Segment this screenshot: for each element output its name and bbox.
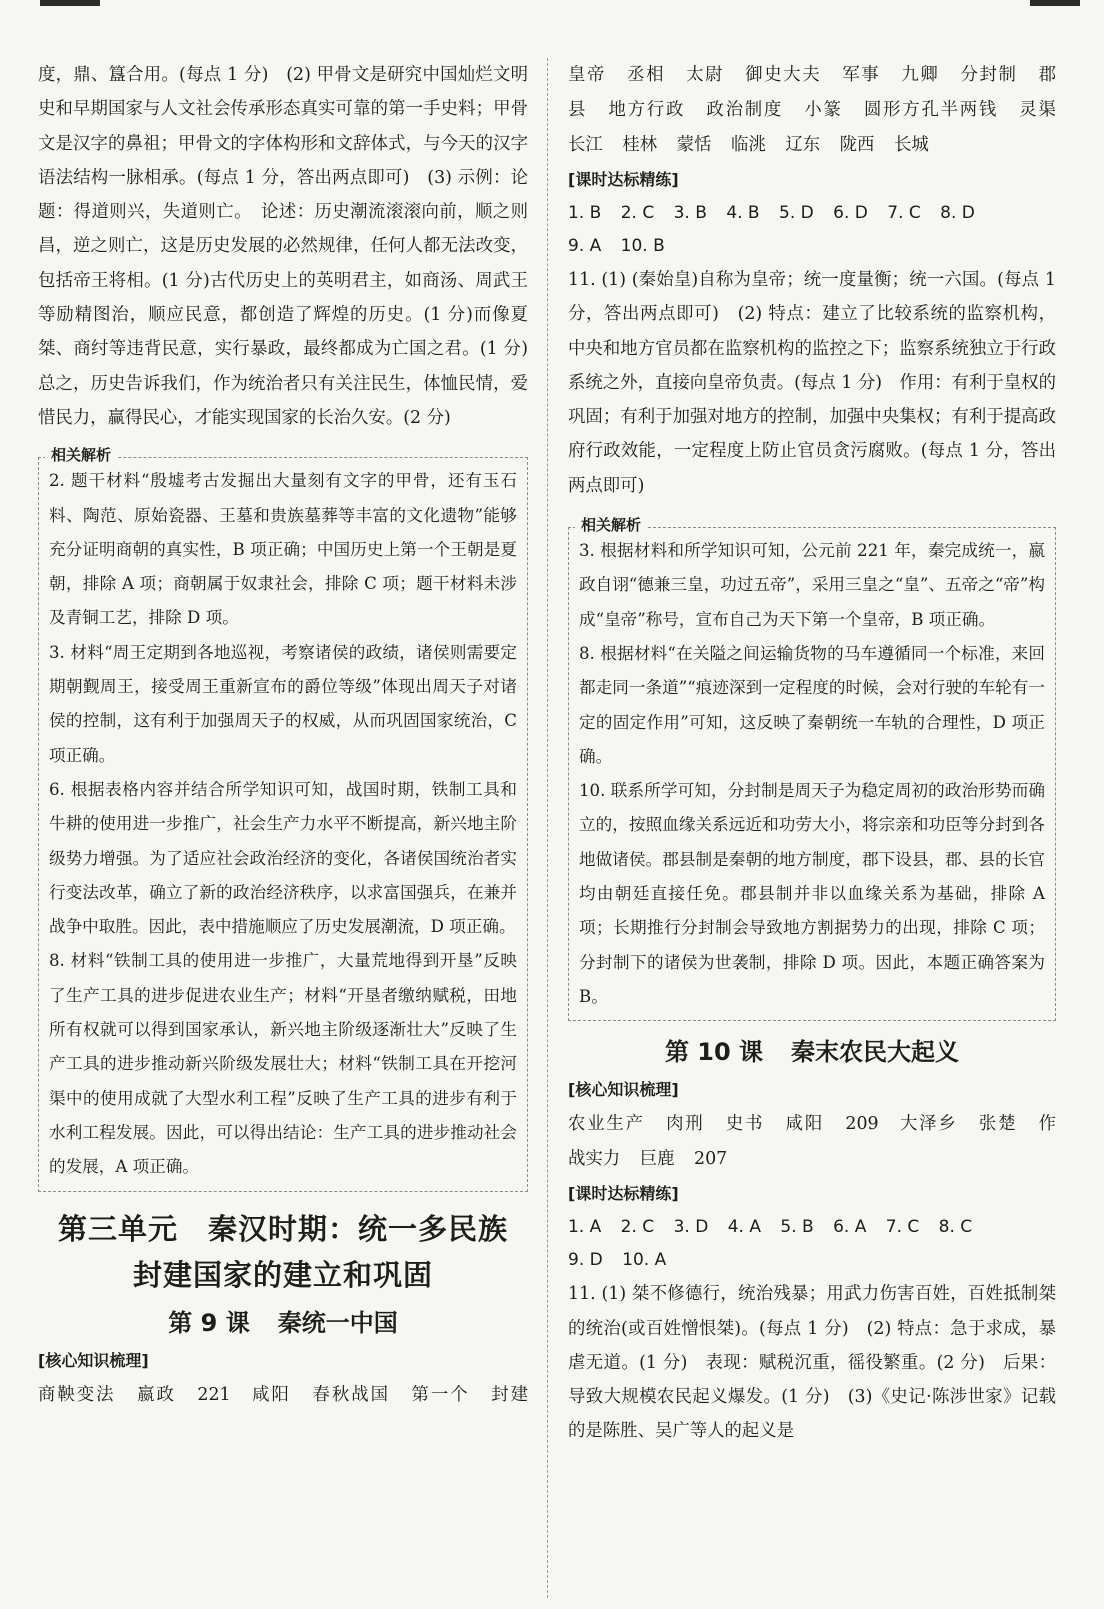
lesson10-name: 秦末农民大起义 xyxy=(791,1038,960,1067)
unit-title xyxy=(38,1206,528,1298)
keyword: 临洮 xyxy=(730,135,766,155)
keyword: 圆形方孔半两钱 xyxy=(863,100,999,120)
keyword: 分封制 xyxy=(960,65,1018,85)
keyword: 第一个 xyxy=(411,1384,470,1405)
answer: 10. B xyxy=(620,236,665,256)
analysis-item: 8. 根据材料“在关隘之间运输货物的马车遵循同一个标准，来回都走同一条道”“痕迹深到一定程度的时候，会对行驶的车轮有一定的固定作用”可知，这反映了秦朝统一车轨的合理性，D 项正确。 xyxy=(579,643,1045,766)
core-knowledge-label: [核心知识梳理] xyxy=(38,1350,149,1370)
answer: 7. C xyxy=(887,203,921,223)
answer: 4. A xyxy=(727,1217,761,1238)
keyword: 丞相 xyxy=(627,65,666,85)
keyword: 咸阳 xyxy=(252,1384,291,1405)
top-edge-bar-right xyxy=(1030,0,1080,6)
keyword: 209 xyxy=(845,1114,879,1135)
keyword: 长江 xyxy=(568,135,603,155)
keyword: 作 xyxy=(1038,1114,1057,1135)
core-keywords-line xyxy=(568,1142,1056,1177)
keyword: 巨鹿 xyxy=(639,1149,675,1170)
keyword: 农业生产 xyxy=(568,1114,645,1135)
keyword: 灵渠 xyxy=(1019,100,1056,120)
core-knowledge-label: [核心知识梳理] xyxy=(568,1080,679,1100)
keyword: 207 xyxy=(694,1149,728,1170)
answer: 5. B xyxy=(780,1217,814,1238)
analysis-item: 2. 题干材料“殷墟考古发掘出大量刻有文字的甲骨，还有玉石料、陶范、原始瓷器、王墓和贵族墓葬等丰富的文化遗物”能够充分证明商朝的真实性，B 项正确；中国历史上第一个王朝是夏朝，排除 A 项；商朝属于奴隶社会，排除 C 项；题干材料未涉及青铜工艺，排除 D 项。 xyxy=(49,471,517,628)
keyword: 太尉 xyxy=(686,65,725,85)
keyword: 张楚 xyxy=(978,1114,1018,1135)
practice-label: [课时达标精练] xyxy=(568,170,679,189)
top-edge-bar-left xyxy=(40,0,100,6)
analysis-item: 3. 根据材料和所学知识可知，公元前 221 年，秦完成统一，嬴政自诩“德兼三皇，功过五帝”，采用三皇之“皇”、五帝之“帝”构成“皇帝”称号，宣布自己为天下第一个皇帝，B 项正确。 xyxy=(579,541,1045,629)
answer: 6. D xyxy=(833,203,868,223)
right-column xyxy=(568,58,1056,1449)
keyword: 春秋战国 xyxy=(312,1384,390,1405)
keyword: 九卿 xyxy=(901,65,940,85)
keyword: 大泽乡 xyxy=(899,1114,958,1135)
keyword: 肉刑 xyxy=(666,1114,705,1135)
analysis-item: 6. 根据表格内容并结合所学知识可知，战国时期，铁制工具和牛耕的使用进一步推广，社会生产力水平不断提高，新兴地主阶级势力增强。为了适应社会政治经济的变化，各诸侯国统治者实行变法改革，确立了新的政治经济秩序，以求富国强兵，在兼并战争中取胜。因此，表中措施顺应了历史发展潮流，D 项正确。 xyxy=(49,779,517,937)
core-keywords-line xyxy=(568,93,1056,128)
left-column xyxy=(38,58,528,1413)
keyword: 小篆 xyxy=(804,100,843,120)
keyword: 地方行政 xyxy=(608,100,686,120)
keyword: 县 xyxy=(568,100,588,120)
answer: 5. D xyxy=(779,203,814,223)
lesson10-title xyxy=(568,1031,1056,1073)
keyword: 陇西 xyxy=(839,135,875,155)
answer: 1. B xyxy=(568,203,602,223)
answer: 4. B xyxy=(726,203,760,223)
keyword: 桂林 xyxy=(622,135,658,155)
unit-title-line2: 封建国家的建立和巩固 xyxy=(132,1257,433,1292)
analysis-box-right xyxy=(568,516,1056,1021)
analysis-item: 3. 材料“周王定期到各地巡视，考察诸侯的政绩，诸侯则需要定期朝觐周王，接受周王重新宣布的爵位等级”体现出周天子对诸侯的控制，这有利于加强周天子的权威，从而巩固国家统治，C 项正确。 xyxy=(49,642,517,765)
answer-key-line xyxy=(568,1244,1056,1277)
analysis-label: 相关解析 xyxy=(575,514,647,535)
keyword: 221 xyxy=(197,1384,231,1405)
question-11-answer: 11. (1) (秦始皇)自称为皇帝；统一度量衡；统一六国。(每点 1 分，答出两点即可) (2) 特点：建立了比较系统的监察机构，中央和地方官员都在监察机构的监控之下；监察系统独立于行政系统之外，直接向皇帝负责。(每点 1 分) 作用：有利于皇权的巩固；有利于加强对地方的控制，加强中央集权；有利于提高政府行政效能，一定程度上防止官员贪污腐败。(每点 1 分，答出两点即可) xyxy=(568,270,1056,496)
answer-key-line xyxy=(568,230,1056,263)
analysis-label: 相关解析 xyxy=(45,444,117,465)
core-keywords-line xyxy=(568,1107,1056,1142)
lesson9-name: 秦统一中国 xyxy=(277,1308,398,1337)
keyword: 商鞅变法 xyxy=(38,1384,116,1405)
answer-key-line xyxy=(568,1211,1056,1244)
keyword: 嬴政 xyxy=(137,1384,176,1405)
question-11-answer-lesson10: 11. (1) 桀不修德行，统治残暴；用武力伤害百姓，百姓抵制桀的统治(或百姓憎恨桀)。(每点 1 分) (2) 特点：急于求成，暴虐无道。(1 分) 表现：赋税沉重，徭役繁重。(2 分) 后果：导致大规模农民起义爆发。(1 分) (3)《史记·陈涉世家》记载的是陈胜、吴广等人的起义是 xyxy=(568,1284,1056,1442)
core-keywords-line xyxy=(38,1378,528,1413)
keyword: 封建 xyxy=(491,1384,528,1405)
practice-label: [课时达标精练] xyxy=(568,1184,679,1204)
lesson10-number: 第 10 课 xyxy=(664,1038,764,1067)
column-divider xyxy=(547,58,548,1598)
keyword: 军事 xyxy=(842,65,881,85)
answer-key-line xyxy=(568,197,1056,230)
lesson9-number: 第 9 课 xyxy=(168,1308,250,1337)
keyword: 御史大夫 xyxy=(745,65,822,85)
answer: 9. D xyxy=(568,1250,603,1271)
analysis-item: 8. 材料“铁制工具的使用进一步推广，大量荒地得到开垦”反映了生产工具的进步促进农业生产；材料“开垦者缴纳赋税，田地所有权就可以得到国家承认，新兴地主阶级逐渐壮大”反映了生产工具的进步推动新兴阶级发展壮大；材料“铁制工具在开挖河渠中的使用成就了大型水利工程”反映了生产工具的进步有利于水利工程发展。因此，可以得出结论：生产工具的进步推动社会的发展，A 项正确。 xyxy=(49,951,517,1177)
answer: 8. D xyxy=(940,203,975,223)
answer: 3. D xyxy=(673,1217,709,1238)
keyword: 皇帝 xyxy=(568,65,606,85)
analysis-item: 10. 联系所学可知，分封制是周天子为稳定周初的政治形势而确立的，按照血缘关系远近和功劳大小，将宗亲和功臣等分封到各地做诸侯。郡县制是秦朝的地方制度，郡下设县，郡、县的长官均由朝廷直接任免。郡县制并非以血缘关系为基础，排除 A 项；长期推行分封制会导致地方割据势力的出现，排除 C 项；分封制下的诸侯为世袭制，排除 D 项。因此，本题正确答案为 B。 xyxy=(579,781,1045,1006)
core-keywords-line xyxy=(568,128,1056,163)
answer: 8. C xyxy=(938,1217,973,1238)
keyword: 郡 xyxy=(1038,65,1056,85)
unit-title-line1: 第三单元 秦汉时期：统一多民族 xyxy=(57,1211,508,1246)
keyword: 战实力 xyxy=(568,1149,621,1170)
analysis-box-left xyxy=(38,446,528,1191)
answer-continuation: 度，鼎、簋合用。(每点 1 分) (2) 甲骨文是研究中国灿烂文明史和早期国家与人文社会传承形态真实可靠的第一手史料；甲骨文是汉字的鼻祖；甲骨文的字体构形和文辞体式，与今天的汉字语法结构一脉相承。(每点 1 分，答出两点即可) (3) 示例：论题：得道则兴，失道则亡。 论述：历史潮流滚滚向前，顺之则昌，逆之则亡，这是历史发展的必然规律，任何人都无法改变，包括帝王将相。(1 分)古代历史上的英明君主，如商汤、周武王等励精图治，顺应民意，都创造了辉煌的历史。(1 分)而像夏桀、商纣等违背民意，实行暴政，最终都成为亡国之君。(1 分)总之，历史告诉我们，作为统治者只有关注民生，体恤民情，爱惜民力，赢得民心，才能实现国家的长治久安。(2 分) xyxy=(38,65,528,428)
keyword: 长城 xyxy=(893,135,929,155)
answer: 3. B xyxy=(673,203,707,223)
answer: 2. C xyxy=(620,1217,655,1238)
keyword: 咸阳 xyxy=(785,1114,825,1135)
answer: 9. A xyxy=(568,236,602,256)
keyword: 政治制度 xyxy=(706,100,784,120)
lesson9-title xyxy=(38,1302,528,1344)
core-keywords-line xyxy=(568,58,1056,93)
answer: 1. A xyxy=(568,1217,602,1238)
answer: 10. A xyxy=(622,1250,667,1271)
keyword: 蒙恬 xyxy=(676,135,712,155)
keyword: 史书 xyxy=(725,1114,765,1135)
keyword: 辽东 xyxy=(785,135,821,155)
answer: 2. C xyxy=(620,203,655,223)
answer: 6. A xyxy=(833,1217,867,1238)
answer: 7. C xyxy=(885,1217,920,1238)
